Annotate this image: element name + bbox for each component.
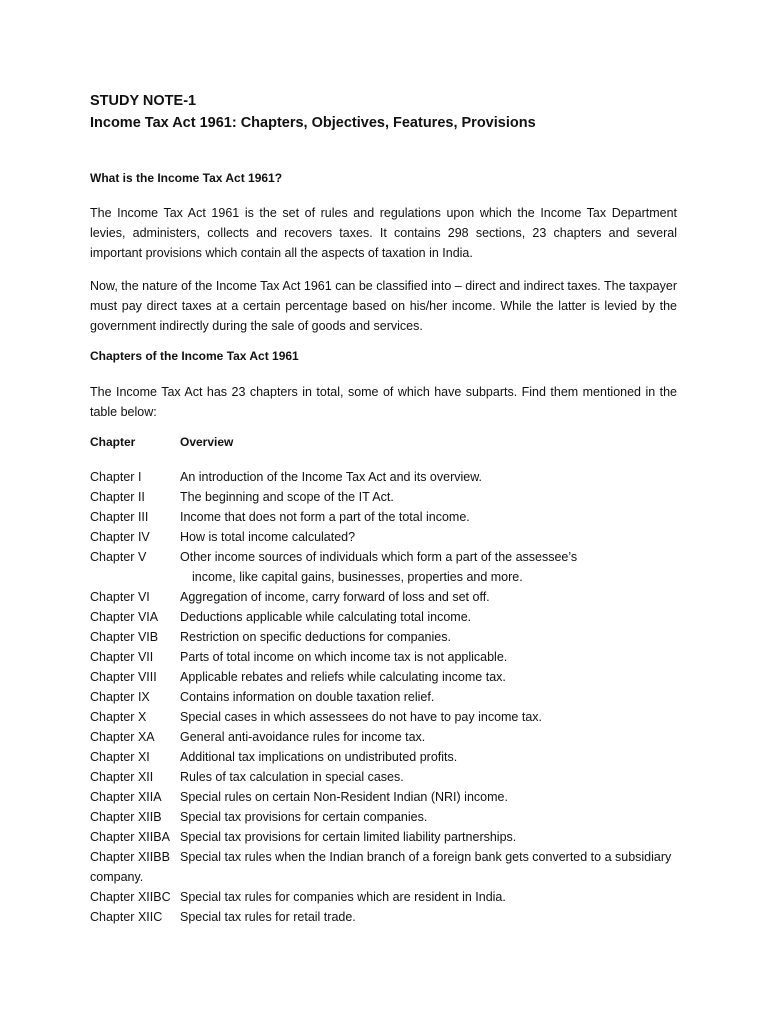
overview-cell: Aggregation of income, carry forward of loss and set off.	[180, 590, 490, 604]
overview-cell	[180, 547, 580, 587]
table-row	[90, 827, 677, 847]
table-row	[90, 747, 677, 767]
table-row	[90, 527, 677, 547]
overview-cell: Rules of tax calculation in special cases.	[180, 770, 404, 784]
overview-cell: How is total income calculated?	[180, 530, 356, 544]
chapter-cell: Chapter IX	[90, 690, 150, 704]
table-row	[90, 607, 677, 627]
overview-cell: Special tax rules for companies which are resident in India.	[180, 890, 506, 904]
overview-cell: Special cases in which assessees do not have to pay income tax.	[180, 710, 543, 724]
chapter-cell: Chapter VIA	[90, 610, 159, 624]
chapter-cell: Chapter XIIBC	[90, 890, 171, 904]
overview-cell: Deductions applicable while calculating total income.	[180, 610, 472, 624]
nature-paragraph: Now, the nature of the Income Tax Act 1961 can be classified into – direct and indirect taxes. The taxpayer must pay direct taxes at a certain percentage based on his/her income. While the latter is levied by the government indirectly during the sale of goods and services.	[90, 279, 677, 333]
overview-cell: Contains information on double taxation relief.	[180, 690, 435, 704]
overview-continuation: income, like capital gains, businesses, properties and more.	[192, 570, 523, 584]
study-note-label: STUDY NOTE-1	[90, 93, 197, 109]
chapters-table	[90, 467, 677, 927]
table-row	[90, 787, 677, 807]
table-row	[90, 467, 677, 487]
overview-cell: Additional tax implications on undistributed profits.	[180, 750, 458, 764]
chapter-cell: Chapter VII	[90, 650, 154, 664]
intro-paragraph: The Income Tax Act 1961 is the set of rules and regulations upon which the Income Tax Department levies, administers, collects and recovers taxes. It contains 298 sections, 23 chapters and several important provisions which contain all the aspects of taxation in India.	[90, 206, 677, 260]
table-row	[90, 727, 677, 747]
chapters-heading: Chapters of the Income Tax Act 1961	[90, 349, 299, 363]
chapter-cell: Chapter X	[90, 710, 147, 724]
column-header-overview: Overview	[180, 435, 234, 449]
overview-cell: The beginning and scope of the IT Act.	[180, 490, 394, 504]
table-row	[90, 507, 677, 527]
table-row	[90, 627, 677, 647]
chapter-cell: Chapter IV	[90, 530, 150, 544]
chapter-cell: Chapter XA	[90, 730, 155, 744]
overview-cell: Special tax provisions for certain companies.	[180, 810, 428, 824]
chapter-cell: Chapter XII	[90, 770, 154, 784]
chapter-cell: Chapter XIIC	[90, 910, 163, 924]
overview-cell: An introduction of the Income Tax Act and its overview.	[180, 470, 483, 484]
chapter-cell: Chapter I	[90, 470, 142, 484]
table-row	[90, 487, 677, 507]
overview-cell: Income that does not form a part of the total income.	[180, 510, 470, 524]
chapter-cell: Chapter XIIBB	[90, 850, 170, 864]
overview-cell: Special tax provisions for certain limited liability partnerships.	[180, 830, 517, 844]
table-row	[90, 887, 677, 907]
page-title: Income Tax Act 1961: Chapters, Objectives, Features, Provisions	[90, 115, 536, 131]
table-row	[90, 547, 677, 587]
chapter-cell: Chapter VIB	[90, 630, 159, 644]
table-row	[90, 647, 677, 667]
overview-cell: General anti-avoidance rules for income tax.	[180, 730, 426, 744]
table-row	[90, 847, 677, 887]
chapter-cell: Chapter II	[90, 490, 145, 504]
chapter-cell: Chapter V	[90, 550, 147, 564]
table-row	[90, 707, 677, 727]
chapter-cell: Chapter XI	[90, 750, 150, 764]
what-is-heading: What is the Income Tax Act 1961?	[90, 171, 283, 185]
overview-wrapped-tail: company.	[90, 870, 144, 884]
overview-cell: Applicable rebates and reliefs while calculating income tax.	[180, 670, 506, 684]
column-header-chapter: Chapter	[90, 435, 136, 449]
chapter-cell: Chapter III	[90, 510, 149, 524]
table-row	[90, 807, 677, 827]
chapter-cell: Chapter XIIB	[90, 810, 162, 824]
table-row	[90, 907, 677, 927]
overview-cell: Special rules on certain Non-Resident Indian (NRI) income.	[180, 790, 508, 804]
chapter-cell: Chapter XIIA	[90, 790, 162, 804]
table-row	[90, 687, 677, 707]
chapter-cell: Chapter XIIBA	[90, 830, 170, 844]
table-row	[90, 587, 677, 607]
overview-cell: Special tax rules for retail trade.	[180, 910, 356, 924]
chapters-intro-paragraph: The Income Tax Act has 23 chapters in total, some of which have subparts. Find them mentioned in the table below:	[90, 385, 677, 419]
table-row	[90, 667, 677, 687]
overview-cell: Parts of total income on which income tax is not applicable.	[180, 650, 508, 664]
table-row	[90, 767, 677, 787]
overview-line: Other income sources of individuals which form a part of the assessee’s	[180, 550, 578, 564]
chapter-cell: Chapter VI	[90, 590, 150, 604]
overview-cell: Special tax rules when the Indian branch of a foreign bank gets converted to a subsidiary	[180, 850, 672, 864]
overview-cell: Restriction on specific deductions for companies.	[180, 630, 451, 644]
chapter-cell: Chapter VIII	[90, 670, 157, 684]
